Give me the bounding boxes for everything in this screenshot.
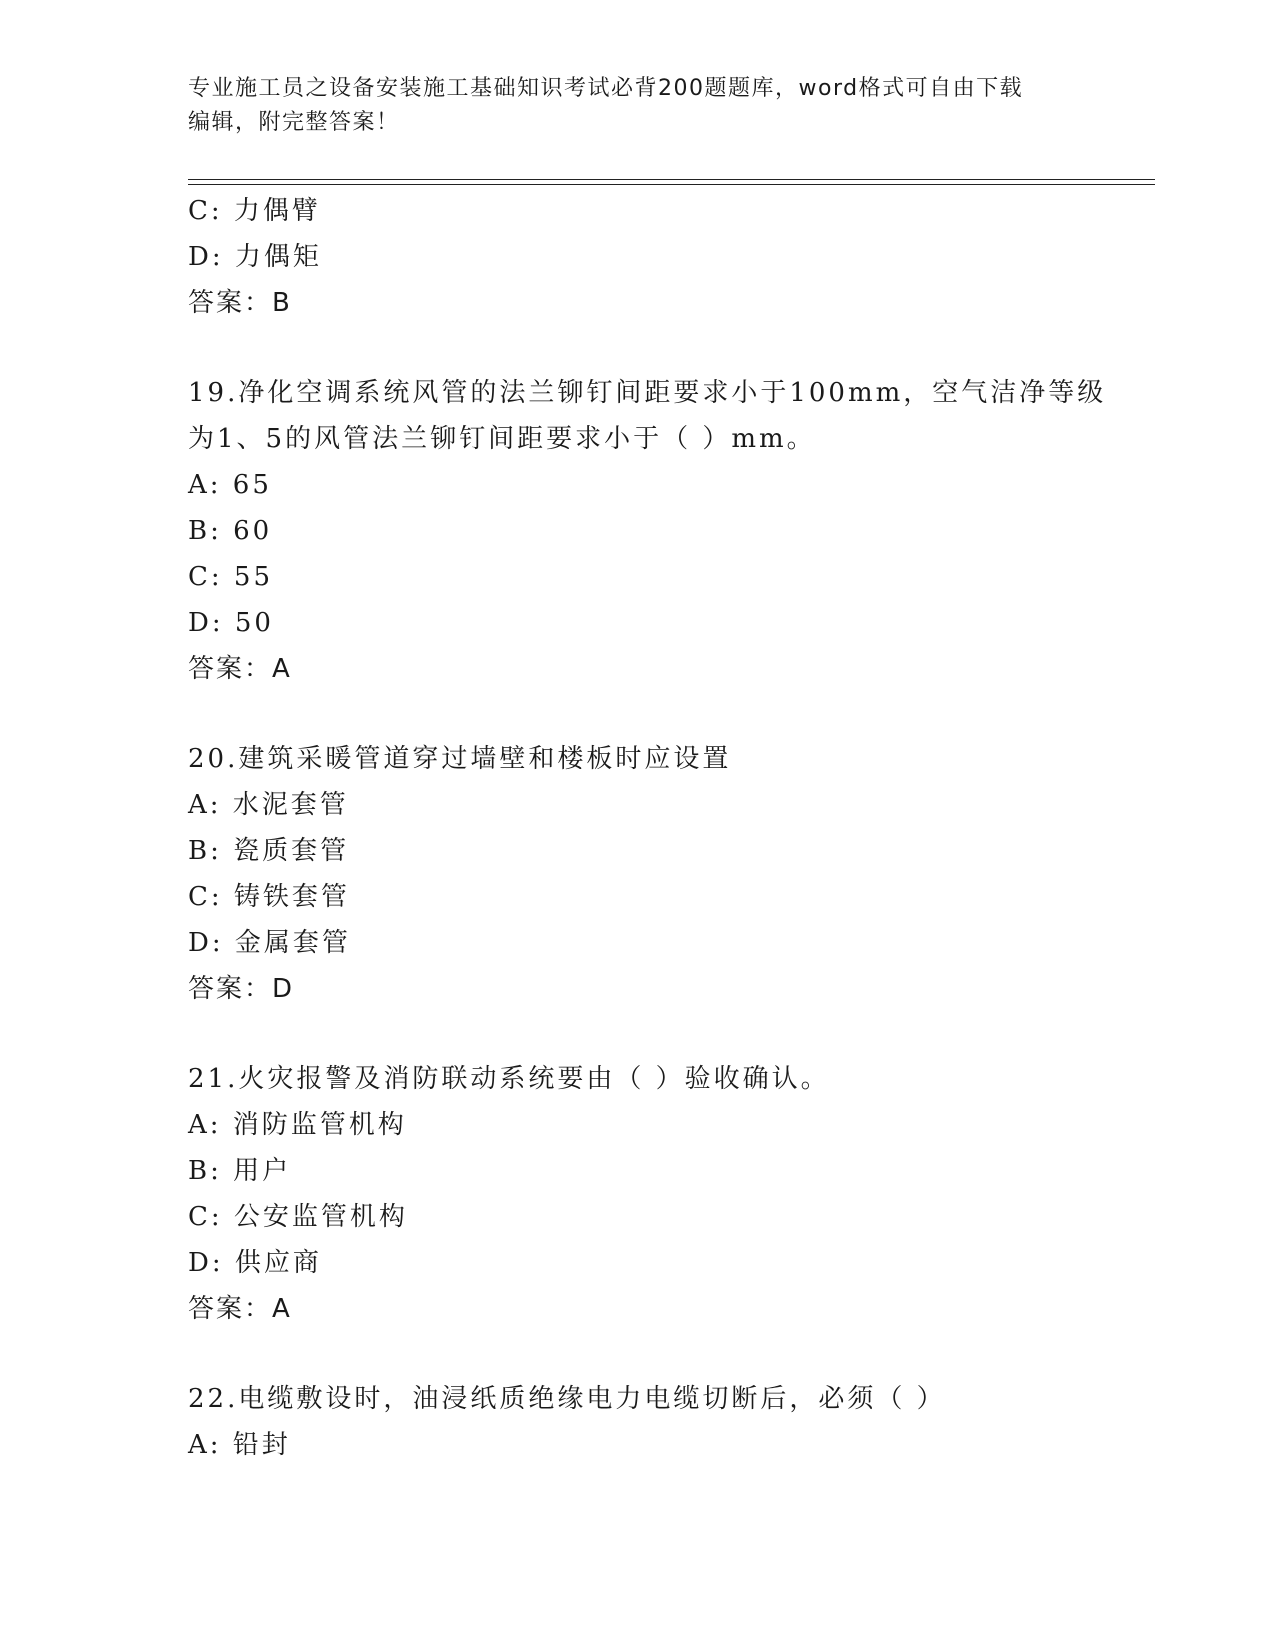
option: C: 铸铁套管	[188, 882, 350, 912]
option: A: 65	[188, 470, 272, 500]
option: C: 55	[188, 562, 274, 592]
answer-line: 答案：D	[188, 974, 295, 1004]
header-divider-top	[188, 179, 1155, 180]
question-19	[188, 370, 1148, 692]
header-divider-bottom	[188, 184, 1155, 185]
option: B: 瓷质套管	[188, 836, 350, 866]
question-text: 19.净化空调系统风管的法兰铆钉间距要求小于100mm，空气洁净等级	[188, 378, 1107, 408]
option: D: 供应商	[188, 1248, 322, 1278]
question-text: 20.建筑采暖管道穿过墙壁和楼板时应设置	[188, 744, 732, 774]
question-20	[188, 736, 1148, 1012]
question-22	[188, 1376, 1148, 1468]
option: B: 用户	[188, 1156, 292, 1186]
option: B: 60	[188, 516, 273, 546]
question-text: 21.火灾报警及消防联动系统要由（ ）验收确认。	[188, 1064, 830, 1094]
answer-line: 答案：B	[188, 288, 292, 318]
question-list	[188, 188, 1148, 1468]
option: D: 50	[188, 608, 274, 638]
question-21	[188, 1056, 1148, 1332]
question-text: 为1、5的风管法兰铆钉间距要求小于（ ）mm。	[188, 424, 816, 454]
header-title-line-2: 编辑，附完整答案！	[188, 110, 400, 135]
answer-line: 答案：A	[188, 654, 292, 684]
option: A: 铅封	[188, 1430, 291, 1460]
header-title-line-1: 专业施工员之设备安装施工基础知识考试必背200题题库，word格式可自由下载	[188, 76, 1024, 101]
option: C: 力偶臂	[188, 196, 321, 226]
option: D: 力偶矩	[188, 242, 322, 272]
previous-question	[188, 188, 1148, 326]
question-text: 22.电缆敷设时，油浸纸质绝缘电力电缆切断后，必须（ ）	[188, 1384, 946, 1414]
option: C: 公安监管机构	[188, 1202, 408, 1232]
answer-line: 答案：A	[188, 1294, 292, 1324]
option: D: 金属套管	[188, 928, 351, 958]
document-header	[188, 72, 1088, 140]
option: A: 消防监管机构	[188, 1110, 407, 1140]
option: A: 水泥套管	[188, 790, 349, 820]
